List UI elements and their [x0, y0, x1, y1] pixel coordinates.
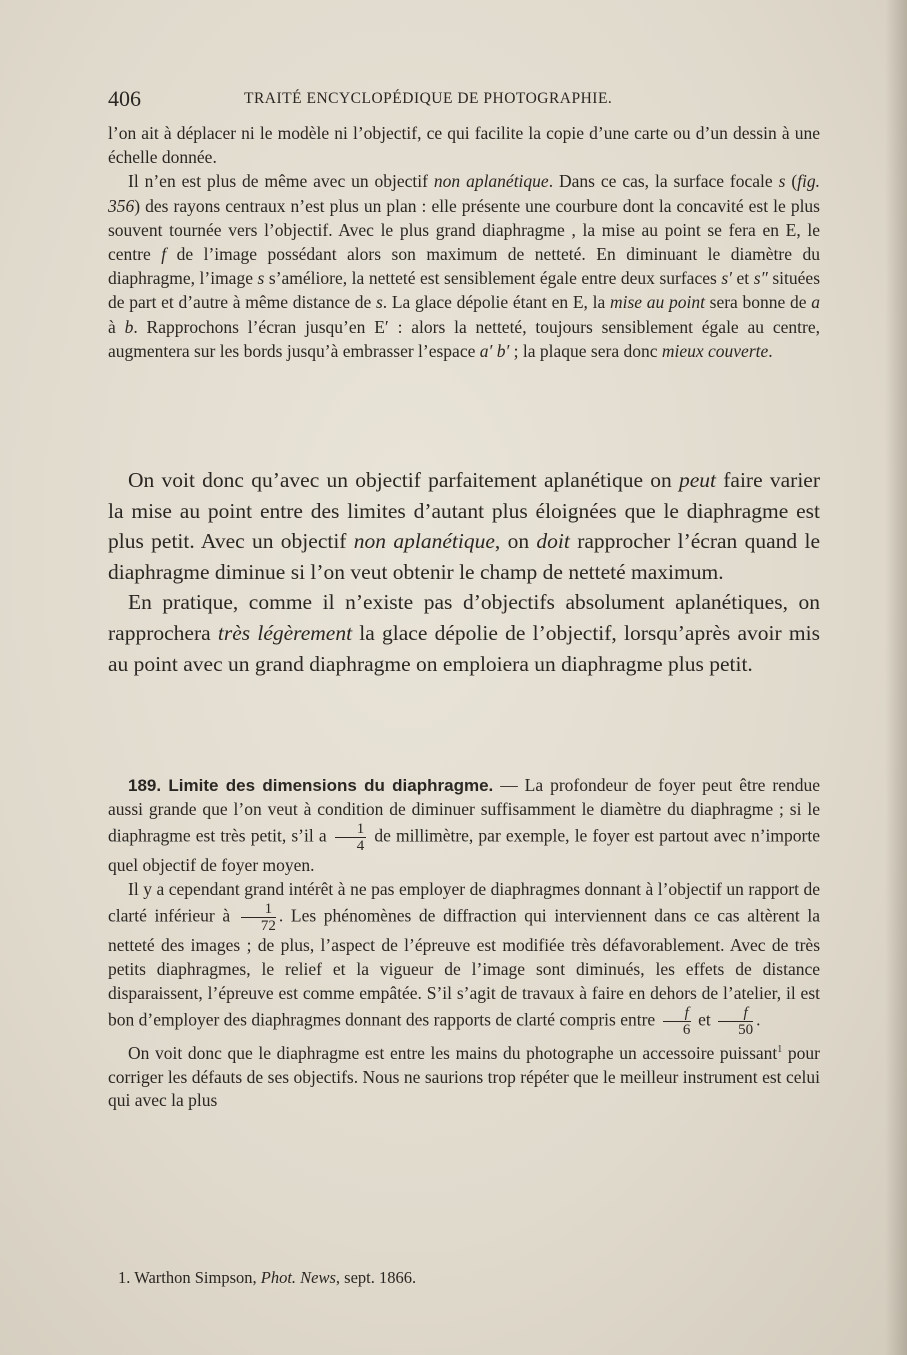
footnote-marker: 1 [777, 1044, 783, 1056]
page-edge-shadow [885, 0, 907, 1355]
paragraph-non-aplanetic: Il n’en est plus de même avec un objectif non aplanétique. Dans ce cas, la surface focale s (fig. 356) des rayons centraux n’est plus un plan : elle présente une courbure dont la concavité est le plus souvent tournée vers l’objectif. Avec le plus grand diaphragme , la mise au point se fera en E, le centre f de l’image possédant alors son maximum de netteté. En diminuant le diamètre du diaphragme, l’image s s’améliore, la netteté est sensiblement égale entre deux surfaces s′ et s″ situées de part et d’autre à même distance de s. La glace dépolie étant en E, la mise au point sera bonne de a à b. Rapprochons l’écran jusqu’en E′ : alors la netteté, toujours sensiblement égale au centre, augmentera sur les bords jusqu’à embrasser l’espace a′ b′ ; la plaque sera donc mieux couverte. [108, 171, 821, 361]
paragraph-continuation: l’on ait à déplacer ni le modèle ni l’objectif, ce qui facilite la copie d’une carte ou d’un dessin à une échelle donnée. [108, 123, 820, 168]
running-title: TRAITÉ ENCYCLOPÉDIQUE DE PHOTOGRAPHIE. [244, 90, 613, 107]
accessory-paragraph: On voit donc que le diaphragme est entre les mains du photographe un accessoire puissant$^1$ pour corriger les défauts de ses objectifs. Nous ne saurions trop répéter que le meilleur instrument est celui qui avec la plus [108, 1042, 821, 1111]
page-header [108, 86, 818, 110]
section-189-paragraph: 189. Limite des dimensions du diaphragme. — La profondeur de foyer peut être rendue aussi grande que l’on veut à condition de diminuer suffisamment le diamètre du diaphragme ; si le diaphragme est très petit, s’il a $\frac{1}{4}$ de millimètre, par exemple, le foyer est partout avec n’importe quel objectif de foyer moyen. [108, 775, 820, 876]
fraction-one-seventy-two: $\frac{1}{72}$ [241, 901, 276, 934]
page-number: 406 [108, 86, 141, 111]
summary-paragraph-1: On voit donc qu’avec un objectif parfaitement aplanétique on peut faire varier la mise au point entre des limites d’autant plus éloignées que le diaphragme est plus petit. Avec un objectif non aplanétique, on doit rapprocher l’écran quand le diaphragme diminue si l’on veut obtenir le champ de netteté maximum. [108, 468, 821, 584]
diffraction-paragraph: Il y a cependant grand intérêt à ne pas employer de diaphragmes donnant à l’objectif un rapport de clarté inférieur à $\frac{1}{72}$ . Les phénomènes de diffraction qui interviennent dans ce cas altèrent la netteté des images ; de plus, l’aspect de l’épreuve est modifiée très défavorablement. Avec de très petits diaphragmes, le relief et la vigueur de l’image sont diminués, les effets de distance disparaissent, l’épreuve est comme empâtée. S’il s’agit de travaux à faire en dehors de l’atelier, il est bon d’employer des diaphragmes donnant des rapports de clarté compris entre $\frac{f}{6}$ et $\frac{f}{50}$ . [108, 878, 820, 1039]
footnote: 1. Warthon Simpson, Phot. News, sept. 1866. [118, 1268, 417, 1287]
section-189-block [108, 774, 820, 1113]
summary-text-block [108, 465, 820, 679]
section-heading: 189. Limite des dimensions du diaphragme. [128, 776, 494, 795]
summary-paragraph-2: En pratique, comme il n’existe pas d’objectifs absolument aplanétiques, on rapprochera très légèrement la glace dépolie de l’objectif, lorsqu’après avoir mis au point avec un grand diaphragme on emploiera un diaphragme plus petit. [108, 590, 820, 676]
intro-text-block [108, 121, 820, 363]
fraction-f-6: $\frac{f}{6}$ [663, 1005, 691, 1038]
fraction-one-quarter: $\frac{1}{4}$ [335, 821, 367, 854]
fraction-f-50: $\frac{f}{50}$ [718, 1005, 753, 1038]
